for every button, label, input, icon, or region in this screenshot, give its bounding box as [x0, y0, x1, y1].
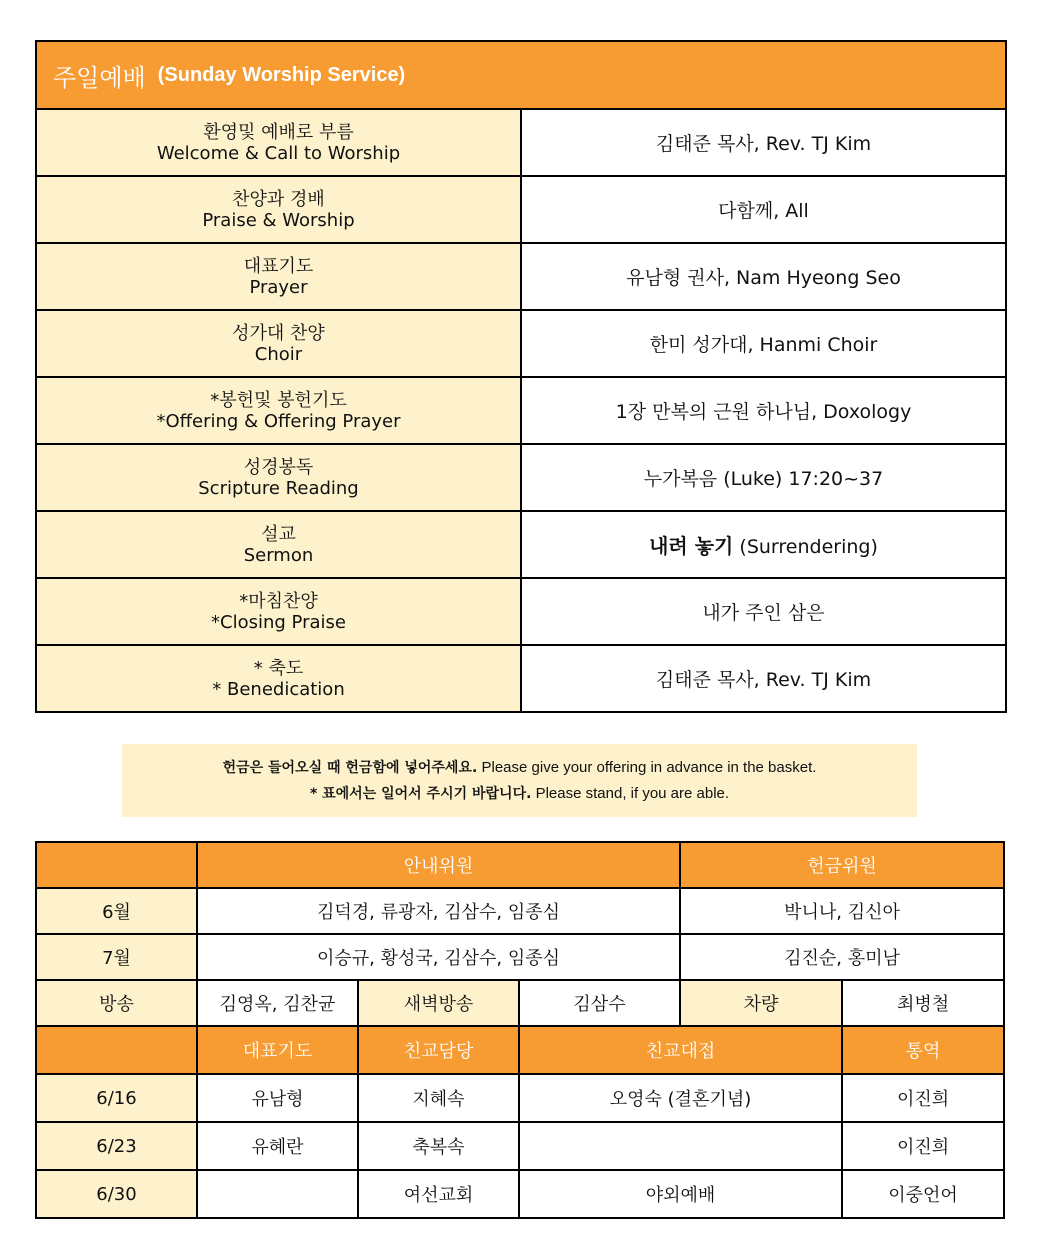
worship-row-sermon	[36, 511, 1006, 578]
roster-row-week	[36, 1122, 1004, 1170]
vehicle-label: 차량	[680, 980, 842, 1026]
note-line-2-en: Please stand, if you are able.	[535, 785, 730, 802]
item-label-en: Scripture Reading	[198, 477, 359, 499]
week-fellowship-lead: 여선교회	[358, 1170, 519, 1218]
week-date: 6/23	[36, 1122, 197, 1170]
roster-row-week	[36, 1074, 1004, 1122]
worship-row-welcome	[36, 109, 1006, 176]
item-label-en: Welcome & Call to Worship	[156, 142, 401, 164]
worship-item-label	[36, 243, 521, 310]
worship-title	[36, 41, 1006, 109]
roster-header-row-2	[36, 1026, 1004, 1074]
worship-item-value: 유남형 권사, Nam Hyeong Seo	[521, 243, 1006, 310]
worship-row-scripture	[36, 444, 1006, 511]
item-label-ko: * 축도	[253, 657, 304, 679]
week-fellowship-lead: 축복속	[358, 1122, 519, 1170]
worship-item-label	[36, 444, 521, 511]
week-translation: 이진희	[842, 1074, 1004, 1122]
week-prayer: 유남형	[197, 1074, 358, 1122]
worship-item-value: 김태준 목사, Rev. TJ Kim	[521, 645, 1006, 712]
note-line-1-ko: 헌금은 들어오실 때 헌금함에 넣어주세요.	[222, 760, 478, 776]
worship-item-label	[36, 511, 521, 578]
worship-item-value: 다함께, All	[521, 176, 1006, 243]
worship-item-label	[36, 176, 521, 243]
note-line-2-ko: * 표에서는 일어서 주시기 바랍니다.	[309, 786, 532, 802]
item-label-ko: 성가대 찬양	[232, 322, 325, 344]
item-label-en: * Benedication	[212, 678, 345, 700]
vehicle-name: 최병철	[842, 980, 1004, 1026]
dawn-broadcast-name: 김삼수	[519, 980, 680, 1026]
item-label-en: Sermon	[243, 544, 314, 566]
worship-item-label	[36, 310, 521, 377]
worship-item-label	[36, 645, 521, 712]
roster-header-empty	[36, 842, 197, 888]
item-label-ko: 설교	[261, 523, 296, 545]
note-line-1-en: Please give your offering in advance in the basket.	[481, 759, 817, 776]
worship-item-label	[36, 109, 521, 176]
ushers-names: 김덕경, 류광자, 김삼수, 임종심	[197, 888, 680, 934]
worship-item-value: 김태준 목사, Rev. TJ Kim	[521, 109, 1006, 176]
week-translation: 이진희	[842, 1122, 1004, 1170]
worship-item-value: 누가복음 (Luke) 17:20~37	[521, 444, 1006, 511]
item-label-ko: *마침찬양	[239, 590, 318, 612]
duty-roster-table	[35, 841, 1005, 1219]
week-prayer: 유혜란	[197, 1122, 358, 1170]
translation-header: 통역	[842, 1026, 1004, 1074]
item-label-ko: 환영및 예배로 부름	[203, 121, 354, 143]
ushers-names: 이승규, 황성국, 김삼수, 임종심	[197, 934, 680, 980]
dawn-broadcast-label: 새벽방송	[358, 980, 519, 1026]
fellowship-lead-header: 친교담당	[358, 1026, 519, 1074]
sermon-title-en: (Surrendering)	[739, 536, 878, 558]
worship-title-en: (Sunday Worship Service)	[157, 63, 406, 86]
item-label-en: Prayer	[249, 276, 308, 298]
worship-row-offering	[36, 377, 1006, 444]
prayer-header: 대표기도	[197, 1026, 358, 1074]
month-label: 7월	[36, 934, 197, 980]
item-label-en: Praise & Worship	[202, 209, 355, 231]
month-label: 6월	[36, 888, 197, 934]
item-label-en: Choir	[254, 343, 303, 365]
worship-item-value: 내가 주인 삼은	[521, 578, 1006, 645]
fellowship-host-header: 친교대접	[519, 1026, 842, 1074]
worship-order-table	[35, 40, 1007, 713]
worship-row-prayer	[36, 243, 1006, 310]
item-label-ko: *봉헌및 봉헌기도	[210, 389, 347, 411]
item-label-ko: 성경봉독	[243, 456, 314, 478]
broadcast-label: 방송	[36, 980, 197, 1026]
offering-header: 헌금위원	[680, 842, 1004, 888]
worship-row-benediction	[36, 645, 1006, 712]
roster-row-june	[36, 888, 1004, 934]
item-label-en: *Offering & Offering Prayer	[156, 410, 401, 432]
week-translation: 이중언어	[842, 1170, 1004, 1218]
roster-row-week	[36, 1170, 1004, 1218]
note-line-1	[122, 755, 917, 781]
week-prayer	[197, 1170, 358, 1218]
roster-header2-empty	[36, 1026, 197, 1074]
week-fellowship-lead: 지혜속	[358, 1074, 519, 1122]
worship-header-row	[36, 41, 1006, 109]
roster-header-row	[36, 842, 1004, 888]
broadcast-names: 김영옥, 김찬균	[197, 980, 358, 1026]
roster-row-broadcast	[36, 980, 1004, 1026]
worship-title-ko: 주일예배	[53, 63, 146, 92]
sermon-title-ko: 내려 놓기	[649, 534, 734, 558]
offering-note	[122, 744, 917, 817]
ushers-header: 안내위원	[197, 842, 680, 888]
week-fellowship-host: 야외예배	[519, 1170, 842, 1218]
week-fellowship-host	[519, 1122, 842, 1170]
worship-row-praise	[36, 176, 1006, 243]
offering-names: 박니나, 김신아	[680, 888, 1004, 934]
week-date: 6/16	[36, 1074, 197, 1122]
item-label-en: *Closing Praise	[211, 611, 346, 633]
week-fellowship-host: 오영숙 (결혼기념)	[519, 1074, 842, 1122]
worship-row-closing	[36, 578, 1006, 645]
sermon-title	[521, 511, 1006, 578]
worship-item-label	[36, 377, 521, 444]
worship-item-value: 1장 만복의 근원 하나님, Doxology	[521, 377, 1006, 444]
week-date: 6/30	[36, 1170, 197, 1218]
offering-names: 김진순, 홍미남	[680, 934, 1004, 980]
worship-item-value: 한미 성가대, Hanmi Choir	[521, 310, 1006, 377]
worship-item-label	[36, 578, 521, 645]
worship-row-choir	[36, 310, 1006, 377]
roster-row-july	[36, 934, 1004, 980]
note-line-2	[122, 781, 917, 807]
item-label-ko: 찬양과 경배	[232, 188, 325, 210]
item-label-ko: 대표기도	[243, 255, 314, 277]
